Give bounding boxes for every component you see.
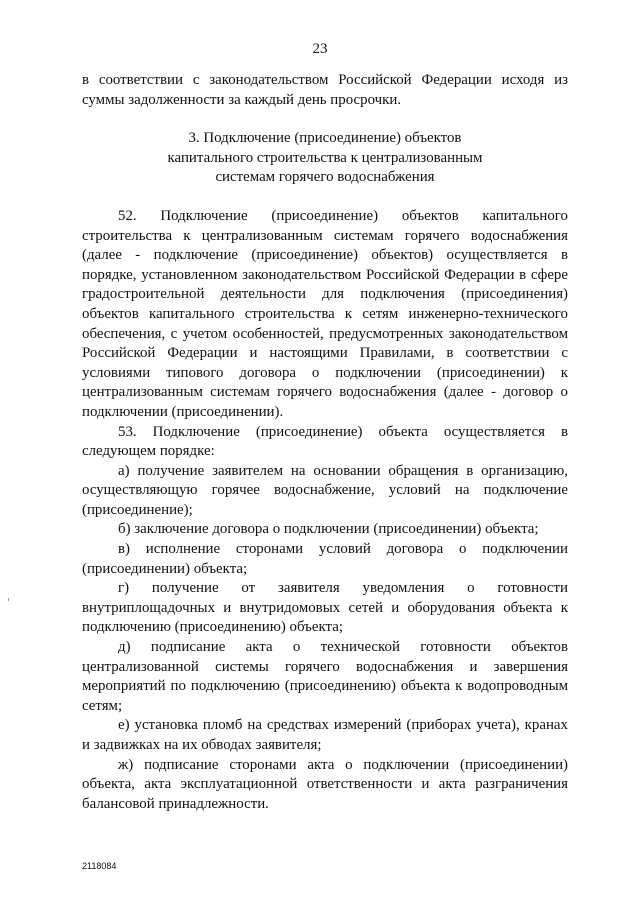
list-item-zh: ж) подписание сторонами акта о подключении (присоединении) объекта, акта эксплуатационной ответственности и акта разграничения балансовой принадлежности. (82, 756, 568, 812)
list-item-e: е) установка пломб на средствах измерений (приборах учета), кранах и задвижках на их обводах заявителя; (82, 717, 568, 753)
list-item-v: в) исполнение сторонами условий договора о подключении (присоединении) объекта; (82, 541, 568, 577)
page-number: 23 (312, 41, 328, 57)
list-item-a: а) получение заявителем на основании обращения в организацию, осуществляющую горячее водоснабжение, условий на подключение (присоединение); (82, 462, 568, 518)
section-title (82, 129, 568, 188)
list-item-b: б) заключение договора о подключении (присоединении) объекта; (118, 521, 539, 538)
paragraph-53: 53. Подключение (присоединение) объекта осуществляется в следующем порядке: (82, 423, 568, 460)
list-item-g: г) получение от заявителя уведомления о готовности внутриплощадочных и внутридомовых сетей и оборудования объекта к подключению (присоединению) объекта; (82, 580, 568, 636)
scan-mark (8, 598, 9, 601)
section-title-line: 3. Подключение (присоединение) объектов (188, 130, 462, 147)
paragraph-52: 52. Подключение (присоединение) объектов капитального строительства к централизованным системам горячего водоснабжения (далее - подключение (присоединение) объектов) осуществляется в порядке, установленном законодательством Российской Федерации в сфере градостроительной деятельности для подключения (присоединения) объектов капитального строительства к сетям инженерно-технического обеспечения, с учетом особенностей, предусмотренных законодательством Российской Федерации и настоящими Правилами, в соответствии с условиями типового договора о подключении (присоединении) к централизованным системам горячего водоснабжения (далее - договор о подключении (присоединении). (82, 207, 568, 420)
section-title-line: системам горячего водоснабжения (215, 169, 435, 186)
document-code: 2118084 (82, 861, 117, 871)
intro-paragraph: в соответствии с законодательством Российской Федерации исходя из суммы задолженности за каждый день просрочки. (82, 72, 568, 108)
document-body (82, 71, 568, 814)
list-item-d: д) подписание акта о технической готовности объектов централизованной системы горячего водоснабжения и завершения мероприятий по подключению (присоединению) объекта к водопроводным сетям; (82, 639, 568, 714)
section-title-line: капитального строительства к централизованным (167, 149, 483, 166)
